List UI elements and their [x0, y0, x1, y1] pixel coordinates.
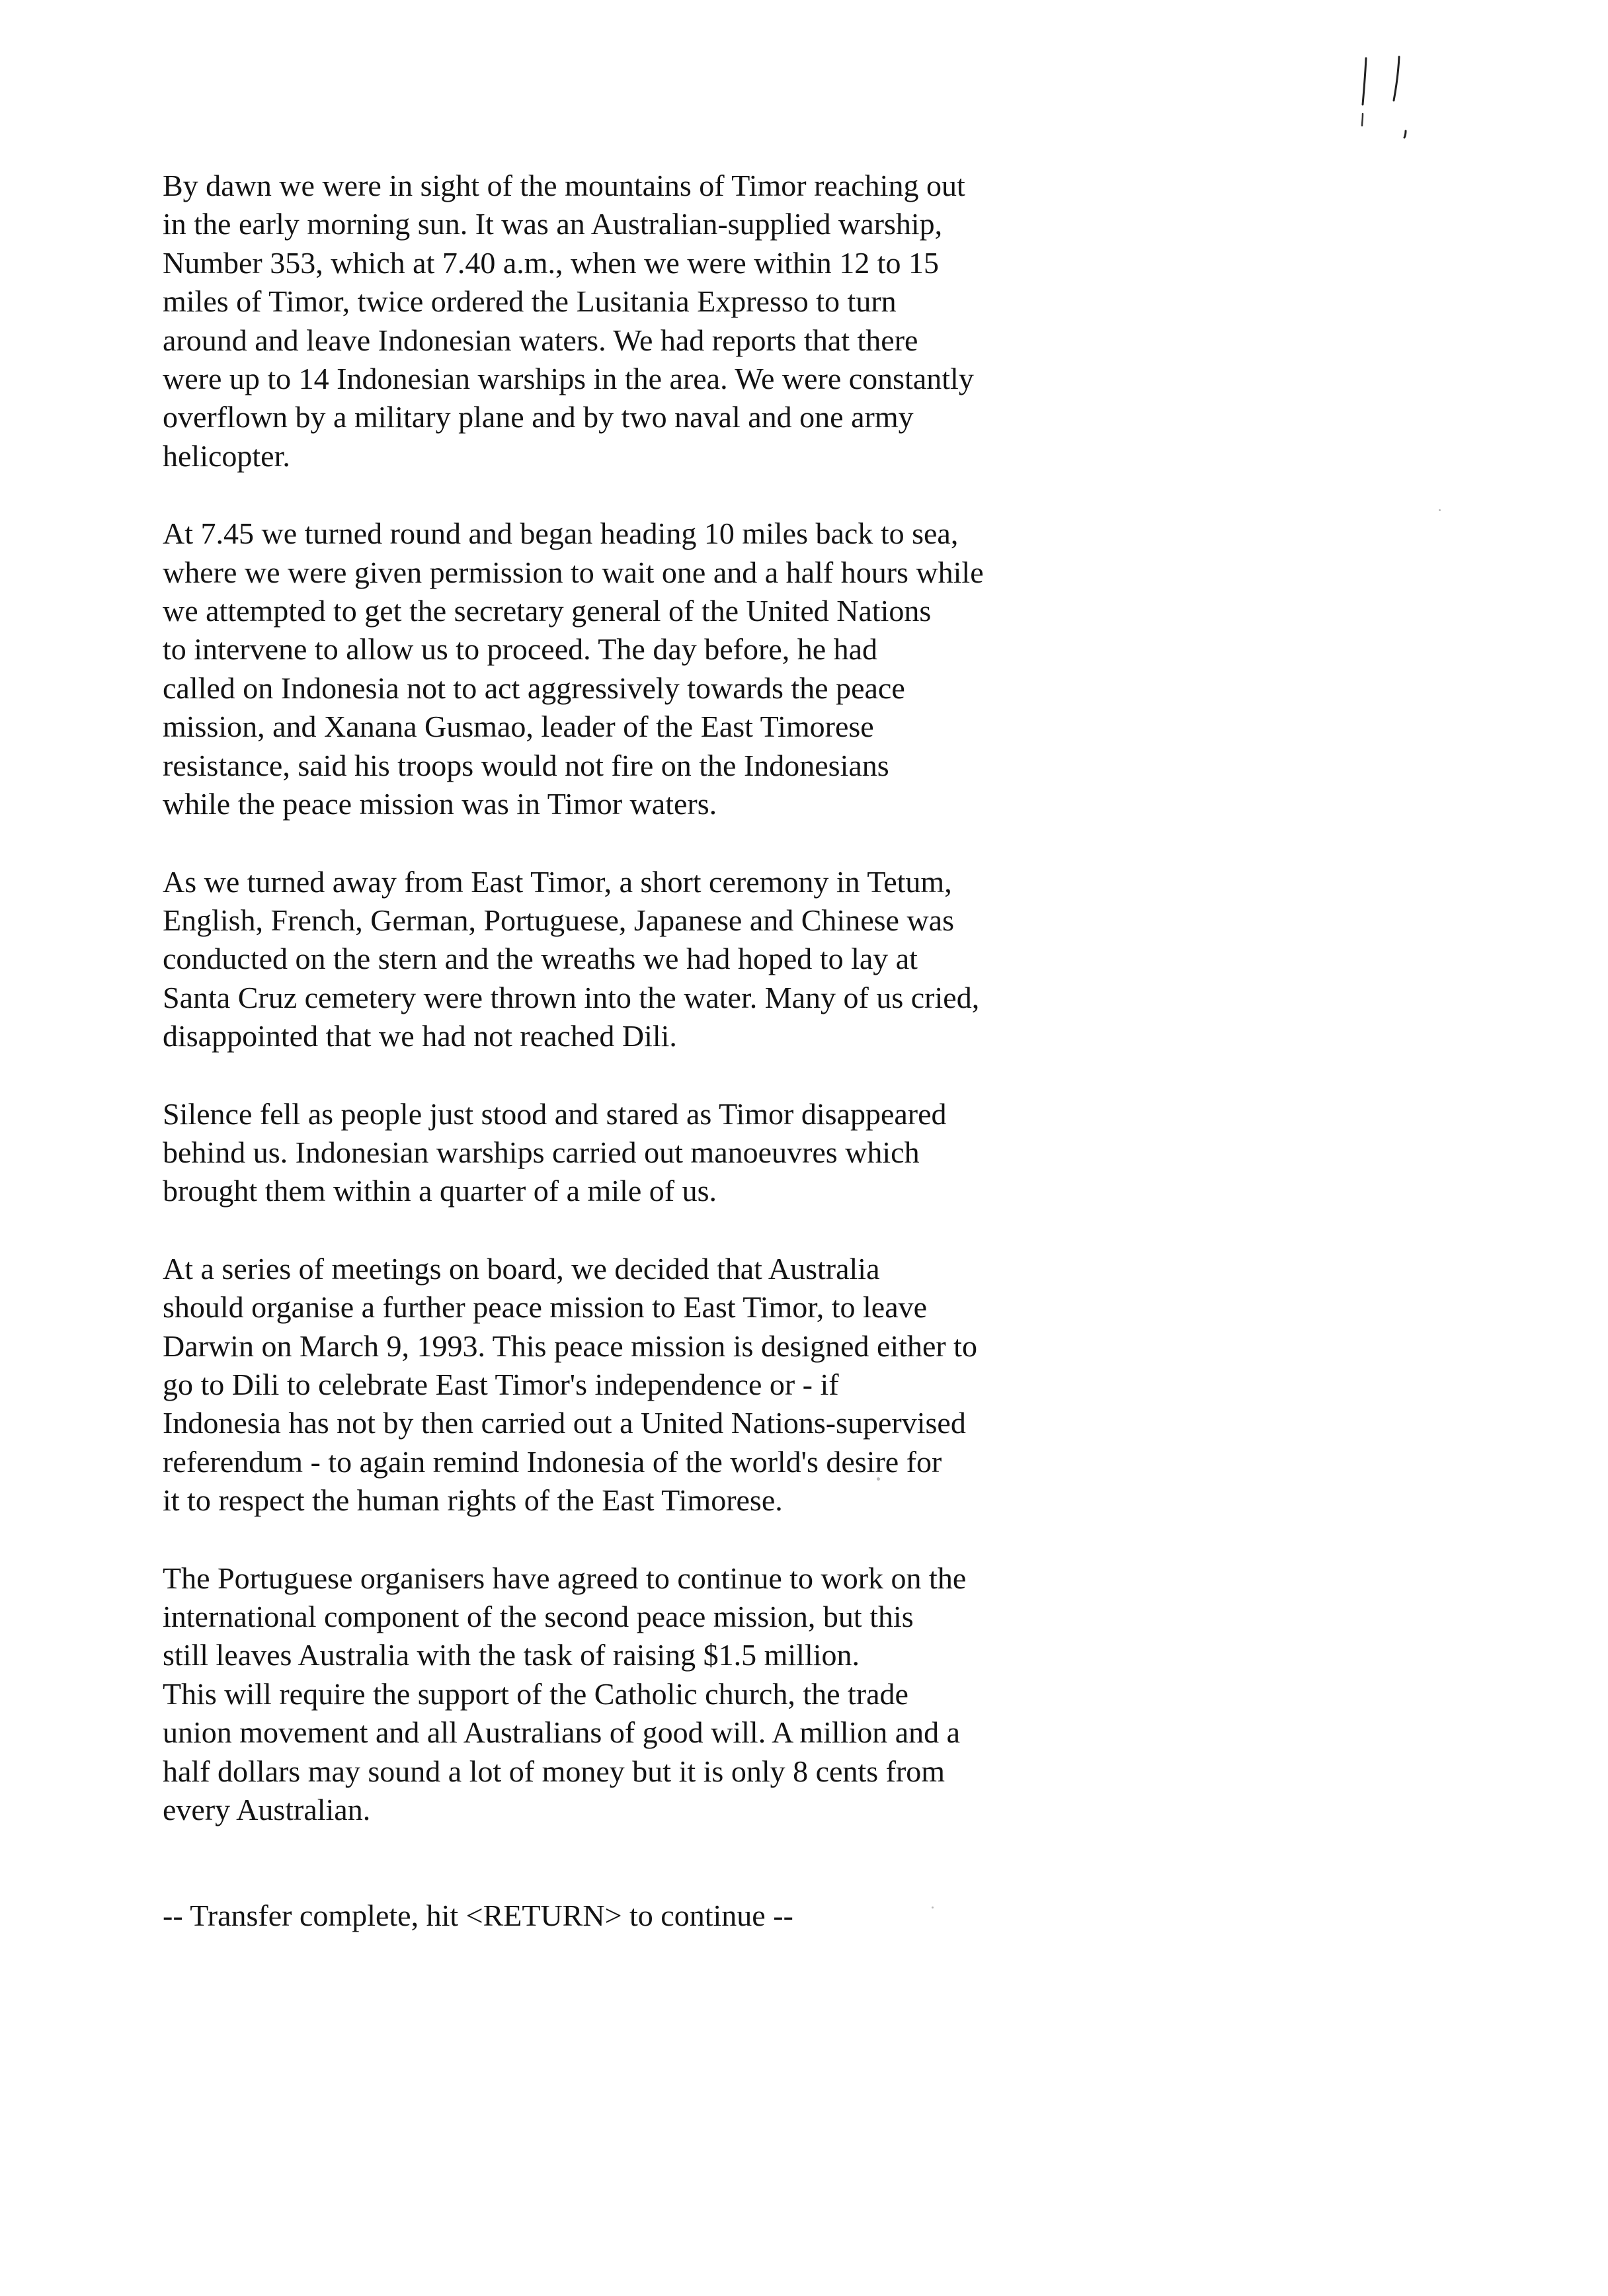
- text-line: go to Dili to celebrate East Timor's independence or - if: [163, 1367, 839, 1401]
- paragraph: [163, 514, 1154, 823]
- text-line: helicopter.: [163, 438, 290, 473]
- text-line: we attempted to get the secretary general of the United Nations: [163, 594, 932, 628]
- text-line: union movement and all Australians of good will. A million and a: [163, 1715, 961, 1750]
- text-line: it to respect the human rights of the East Timorese.: [163, 1483, 783, 1518]
- text-line: brought them within a quarter of a mile of us.: [163, 1174, 717, 1208]
- article-body: [163, 167, 1154, 1868]
- text-line: At 7.45 we turned round and began heading 10 miles back to sea,: [163, 516, 959, 551]
- paragraph: [163, 1095, 1154, 1211]
- text-line: around and leave Indonesian waters. We had reports that there: [163, 323, 918, 357]
- text-line: half dollars may sound a lot of money but it is only 8 cents from: [163, 1754, 945, 1788]
- transfer-status-message: -- Transfer complete, hit <RETURN> to continue --: [163, 1899, 793, 1932]
- scan-speck: [932, 1906, 934, 1908]
- text-line: miles of Timor, twice ordered the Lusitania Expresso to turn: [163, 284, 897, 319]
- text-line: English, French, German, Portuguese, Japanese and Chinese was: [163, 903, 954, 937]
- handwritten-marks: [1349, 53, 1441, 145]
- text-line: mission, and Xanana Gusmao, leader of the East Timorese: [163, 710, 874, 744]
- text-line: called on Indonesia not to act aggressively towards the peace: [163, 671, 905, 705]
- text-line: The Portuguese organisers have agreed to continue to work on the: [163, 1561, 967, 1595]
- paragraph: [163, 863, 1154, 1056]
- text-line: overflown by a military plane and by two naval and one army: [163, 400, 914, 434]
- text-line: were up to 14 Indonesian warships in the area. We were constantly: [163, 362, 974, 396]
- scan-speck: [1439, 509, 1441, 511]
- text-line: Darwin on March 9, 1993. This peace mission is designed either to: [163, 1329, 977, 1363]
- text-line: conducted on the stern and the wreaths we had hoped to lay at: [163, 942, 918, 976]
- text-line: to intervene to allow us to proceed. The day before, he had: [163, 632, 878, 667]
- text-line: in the early morning sun. It was an Australian-supplied warship,: [163, 207, 943, 241]
- text-line: still leaves Australia with the task of raising $1.5 million.: [163, 1638, 860, 1672]
- text-line: resistance, said his troops would not fire on the Indonesians: [163, 748, 889, 782]
- paragraph: [163, 1250, 1154, 1520]
- text-line: As we turned away from East Timor, a short ceremony in Tetum,: [163, 864, 952, 899]
- text-line: disappointed that we had not reached Dili.: [163, 1019, 677, 1053]
- text-line: should organise a further peace mission to East Timor, to leave: [163, 1290, 928, 1325]
- text-line: behind us. Indonesian warships carried out manoeuvres which: [163, 1135, 920, 1169]
- text-line: Santa Cruz cemetery were thrown into the water. Many of us cried,: [163, 980, 980, 1014]
- text-line: Indonesia has not by then carried out a United Nations-supervised: [163, 1406, 966, 1440]
- paragraph: [163, 1559, 1154, 1830]
- text-line: where we were given permission to wait one and a half hours while: [163, 555, 984, 589]
- text-line: international component of the second peace mission, but this: [163, 1600, 914, 1633]
- text-line: Number 353, which at 7.40 a.m., when we were within 12 to 15: [163, 245, 940, 280]
- text-line: At a series of meetings on board, we decided that Australia: [163, 1251, 880, 1286]
- text-line: Silence fell as people just stood and stared as Timor disappeared: [163, 1096, 947, 1131]
- paragraph: [163, 167, 1154, 475]
- text-line: while the peace mission was in Timor waters.: [163, 787, 717, 821]
- text-line: This will require the support of the Catholic church, the trade: [163, 1676, 908, 1711]
- text-line: every Australian.: [163, 1793, 371, 1827]
- text-line: referendum - to again remind Indonesia of the world's desire for: [163, 1444, 942, 1479]
- text-line: By dawn we were in sight of the mountains of Timor reaching out: [163, 169, 965, 202]
